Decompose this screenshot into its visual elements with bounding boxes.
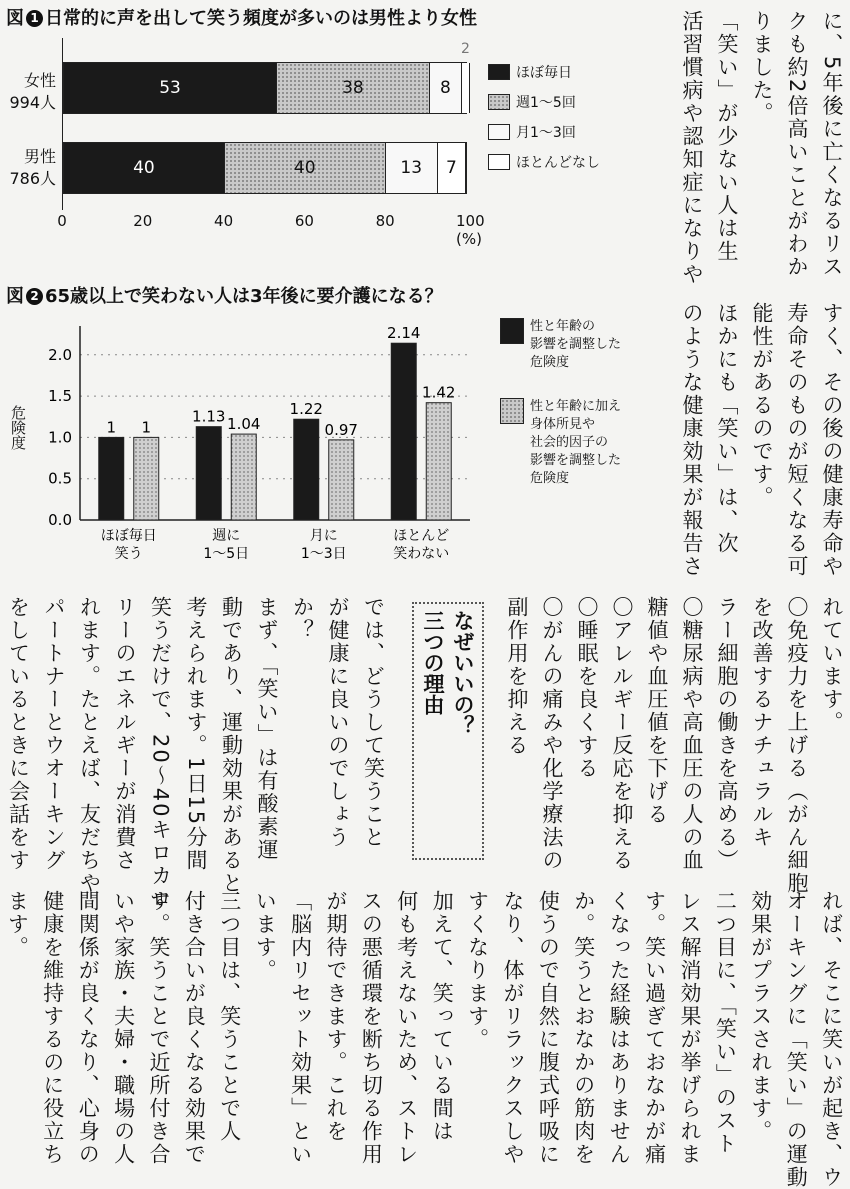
text-column: れます。たとえば、友だちや: [77, 596, 102, 895]
text-column: 二つ目に、「笑い」のスト: [713, 890, 738, 1156]
text-column: 〇糖尿病や高血圧の人の血: [680, 596, 704, 872]
legend-line: 危険度: [530, 471, 570, 486]
text-column: すく、その後の健康寿命や: [820, 302, 844, 578]
article-columns-upper-right: [676, 10, 850, 290]
text-column: 〇睡眠を良くする: [575, 596, 599, 780]
figure2-legend: [500, 318, 621, 488]
legend-line: 影響を調整した: [530, 453, 622, 468]
bar-value-label: 40: [293, 158, 316, 178]
figure2-y-axis-label: 危険度: [9, 405, 27, 450]
text-column: パートナーとウオーキング: [42, 596, 66, 872]
text-column: が期待できます。これを: [324, 890, 348, 1143]
figure1-plot-area: [62, 38, 470, 210]
bar-value-label: 1.22: [289, 400, 323, 419]
text-column: 「笑い」が少ない人は生: [715, 10, 739, 263]
bar-value-label: 38: [342, 78, 364, 98]
text-column: 〇免疫力を上げる（がん細胞: [785, 596, 809, 895]
text-column: レス解消効果が挙げられま: [678, 890, 702, 1166]
figure1-x-axis: [57, 210, 485, 248]
text-column: 効果がプラスされます。: [748, 890, 773, 1143]
text-column: ラー細胞の働きを高める）: [715, 596, 739, 872]
text-column: 三つ目は、笑うことで人: [217, 890, 242, 1143]
article-columns-bottom: [0, 890, 850, 1189]
text-column: ます。: [5, 890, 30, 959]
x-tick-label: 月に: [309, 528, 338, 544]
text-column: スの悪循環を断ち切る作用: [359, 890, 384, 1166]
figure1-number-badge: 1: [26, 10, 43, 27]
legend-label: 週1〜5回: [516, 95, 576, 111]
figure1-legend: [488, 62, 600, 182]
figure2-label: 図: [6, 286, 24, 307]
bar-value-label: 53: [159, 78, 181, 98]
x-tick-label: 1〜5日: [203, 546, 250, 562]
article-columns-middle-right: [676, 302, 850, 576]
text-column: オーキングに「笑い」の運動: [784, 890, 809, 1189]
figure2-chart: [30, 318, 490, 580]
bar-value-label: 1: [141, 418, 152, 437]
legend-item: [500, 318, 621, 372]
bar: [99, 437, 124, 520]
bar-segment: [64, 143, 225, 193]
text-column: す。笑い過ぎておなかが痛: [642, 890, 667, 1166]
text-column: 〇アレルギー反応を抑える: [610, 596, 634, 872]
figure2-number-badge: 2: [26, 288, 43, 305]
group-name: 男性: [23, 147, 56, 166]
text-column: か？: [290, 596, 315, 642]
bar-value-label: 1.42: [422, 383, 456, 402]
text-column: いや家族・夫婦・職場の人: [111, 890, 136, 1166]
bar-value-label: 7: [446, 158, 457, 178]
x-tick-label: 60: [294, 212, 314, 230]
legend-swatch: [488, 94, 510, 110]
bar-value-label: 2.14: [387, 324, 421, 343]
y-tick-label: 1.0: [48, 428, 72, 447]
x-tick-label: 笑わない: [393, 546, 450, 562]
bar: [391, 343, 416, 520]
text-column: 何も考えないため、ストレ: [394, 890, 419, 1166]
text-column: 「脳内リセット効果」とい: [288, 890, 313, 1166]
text-column: のような健康効果が報告さ: [680, 302, 704, 578]
article-columns-lower-left: [0, 596, 392, 911]
legend-swatch: [488, 154, 510, 170]
text-column: 活習慣病や認知症になりや: [680, 10, 704, 286]
legend-line: 性と年齢の: [530, 319, 596, 334]
legend-swatch: [500, 398, 524, 424]
bar-segment: [430, 63, 462, 113]
legend-swatch: [488, 124, 510, 140]
legend-label: ほとんどなし: [516, 155, 600, 171]
x-tick-label: 20: [133, 212, 153, 230]
group-count: 994人: [9, 93, 56, 112]
text-column: では、どうして笑うこと: [361, 596, 386, 849]
group-label-male: [0, 146, 56, 190]
text-column: なり、体がリラックスしや: [501, 890, 525, 1166]
legend-item: [488, 92, 600, 112]
bar-value-label: 1.04: [227, 415, 261, 434]
legend-item: [488, 152, 600, 172]
text-column: 糖値や血圧値を下げる: [645, 596, 669, 826]
y-tick-label: 1.5: [48, 387, 72, 406]
bar-segment: [438, 143, 466, 193]
legend-line: 危険度: [530, 355, 570, 370]
text-column: 健康を維持するのに役立ち: [40, 890, 65, 1166]
text-column: 笑うだけで、20〜40キロカロ: [148, 596, 173, 911]
text-column: 加えて、笑っている間は: [430, 890, 455, 1143]
text-column: くなった経験はありません: [607, 890, 632, 1166]
bar-male: [63, 142, 467, 194]
bar-value-label: 8: [439, 78, 451, 98]
y-tick-label: 0.5: [48, 469, 72, 488]
bar-value-label: 1.13: [192, 407, 226, 426]
text-column: をしているときに会話をす: [6, 596, 31, 872]
legend-label: [530, 318, 621, 372]
group-count: 786人: [9, 169, 56, 188]
bar-value-label: 40: [133, 158, 155, 178]
figure1-title: [6, 4, 477, 30]
bar: [294, 419, 319, 520]
text-column: 〇がんの痛みや化学療法の: [540, 596, 564, 872]
text-column: りました。: [750, 10, 774, 125]
bar-segment: [386, 143, 438, 193]
bar: [134, 437, 159, 520]
text-column: す。笑うことで近所付き合: [147, 890, 171, 1166]
bar-value-label: 13: [400, 158, 423, 178]
bar: [329, 440, 354, 520]
x-tick-label: 100 (%): [456, 212, 485, 248]
text-column: リーのエネルギーが消費さ: [113, 596, 137, 872]
legend-swatch: [500, 318, 524, 344]
text-column: を改善するナチュラルキ: [750, 596, 774, 849]
x-tick-label: ほぼ毎日: [100, 528, 157, 544]
legend-item: [488, 62, 600, 82]
text-column: クも約2倍高いことがわか: [785, 10, 809, 279]
bar-female: [63, 41, 470, 114]
legend-line: 身体所見や: [530, 417, 596, 432]
y-tick-label: 2.0: [48, 345, 72, 364]
x-tick-label: 笑う: [114, 546, 143, 562]
text-column: ほかにも「笑い」は、次: [715, 302, 739, 555]
bar-value-label: 0.97: [324, 420, 358, 439]
x-tick-label: ほとんど: [393, 528, 450, 544]
group-label-female: [0, 70, 56, 114]
bar-segment: [277, 63, 430, 113]
legend-label: [530, 398, 621, 488]
box-heading-line: なぜいいの？: [451, 610, 475, 736]
text-column: 寿命そのものが短くなる可: [785, 302, 809, 578]
text-column: 考えられます。1日15分間: [184, 596, 208, 873]
group-name: 女性: [23, 71, 56, 90]
figure2-title: [6, 282, 443, 308]
text-column: 副作用を抑える: [505, 596, 529, 757]
text-column: れています。: [820, 596, 844, 734]
text-column: います。: [253, 890, 278, 982]
bar-value-label: 2: [461, 41, 470, 57]
effects-list: [500, 596, 850, 895]
figure1-title-text: 日常的に声を出して笑う頻度が多いのは男性より女性: [45, 8, 477, 29]
text-column: が健康に良いのでしょう: [326, 596, 350, 849]
text-column: 使うので自然に腹式呼吸に: [536, 890, 561, 1166]
y-tick-label: 0.0: [48, 511, 72, 529]
bar: [231, 434, 256, 520]
x-tick-label: 1〜3日: [300, 546, 347, 562]
text-column: か。笑うとおなかの筋肉を: [571, 890, 596, 1166]
legend-line: 性と年齢に加え: [530, 399, 622, 414]
x-tick-label: 40: [214, 212, 234, 230]
text-column: すくなります。: [465, 890, 490, 1051]
legend-label: 月1〜3回: [516, 125, 576, 141]
bar: [426, 403, 451, 520]
legend-line: 影響を調整した: [530, 337, 622, 352]
box-heading-line: 三つの理由: [421, 610, 445, 715]
text-column: 間関係が良くなり、心身の: [76, 890, 101, 1166]
legend-item: [500, 398, 621, 488]
text-column: に、5年後に亡くなるリス: [820, 10, 844, 279]
x-tick-label: 週に: [212, 528, 241, 544]
figure1-label: 図: [6, 8, 24, 29]
legend-swatch: [488, 64, 510, 80]
text-column: れば、そこに笑いが起き、ウ: [819, 890, 844, 1189]
figure2-title-text: 65歳以上で笑わない人は3年後に要介護になる？: [45, 286, 443, 307]
bar-value-label: 1: [106, 418, 117, 437]
x-tick-label: 80: [375, 212, 395, 230]
bar-segment: [225, 143, 386, 193]
legend-line: 社会的因子の: [530, 435, 609, 450]
text-column: 付き合いが良くなる効果で: [182, 890, 207, 1166]
legend-label: ほぼ毎日: [516, 65, 572, 81]
bar-segment: [64, 63, 277, 113]
text-column: まず、「笑い」は有酸素運: [255, 596, 279, 862]
text-column: 動であり、運動効果があると: [219, 596, 244, 895]
reasons-box-heading: [412, 602, 484, 860]
text-column: 能性があるのです。: [750, 302, 774, 509]
bar: [196, 427, 221, 520]
legend-item: [488, 122, 600, 142]
bar-segment: [461, 41, 470, 113]
x-tick-label: 0: [57, 212, 67, 230]
